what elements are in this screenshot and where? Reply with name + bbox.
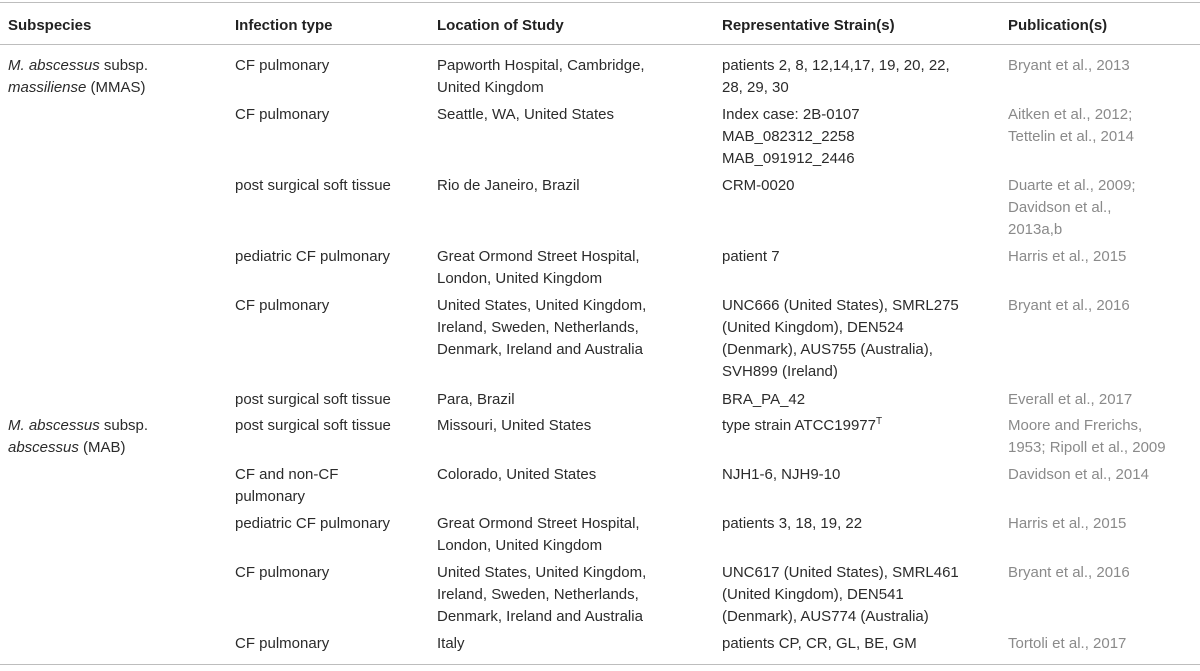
- publication-link[interactable]: Bryant et al., 2013: [1008, 57, 1130, 74]
- location-cell: United States, United Kingdom, Ireland, Sweden, Netherlands, Denmark, Ireland and Australia: [437, 564, 647, 625]
- publication-link[interactable]: Everall et al., 2017: [1008, 391, 1133, 408]
- infection-cell: pediatric CF pulmonary: [235, 515, 391, 532]
- location-cell: Para, Brazil: [437, 391, 515, 408]
- infection-cell: post surgical soft tissue: [235, 177, 391, 194]
- publication-link[interactable]: Tortoli et al., 2017: [1008, 635, 1127, 652]
- header-subspecies: Subspecies: [8, 17, 92, 34]
- publication-link[interactable]: Harris et al., 2015: [1008, 515, 1127, 532]
- location-cell: Great Ormond Street Hospital, London, United Kingdom: [437, 515, 640, 554]
- strains-cell: NJH1-6, NJH9-10: [722, 466, 841, 483]
- strains-cell: Index case: 2B-0107 MAB_082312_2258 MAB_091912_2446: [722, 106, 860, 167]
- infection-cell: post surgical soft tissue: [235, 391, 391, 408]
- subspecies-text: subsp.: [99, 417, 149, 434]
- location-cell: Great Ormond Street Hospital, London, United Kingdom: [437, 248, 640, 287]
- strains-cell: patients CP, CR, GL, BE, GM: [722, 635, 917, 652]
- publication-link[interactable]: Bryant et al., 2016: [1008, 297, 1130, 314]
- strains-cell: UNC617 (United States), SMRL461 (United Kingdom), DEN541 (Denmark), AUS774 (Australia): [722, 564, 959, 625]
- strains-cell: patients 3, 18, 19, 22: [722, 515, 863, 532]
- publication-link[interactable]: Harris et al., 2015: [1008, 248, 1127, 265]
- publication-link[interactable]: Moore and Frerichs, 1953; Ripoll et al., 2009: [1008, 417, 1166, 456]
- subspecies-genus: M. abscessus: [8, 57, 100, 74]
- location-cell: Missouri, United States: [437, 417, 592, 434]
- subspecies-cell-mmas: [8, 55, 148, 99]
- publication-link[interactable]: Davidson et al., 2014: [1008, 466, 1149, 483]
- infection-cell: CF pulmonary: [235, 297, 330, 314]
- strains-cell: patient 7: [722, 248, 780, 265]
- publication-link[interactable]: Bryant et al., 2016: [1008, 564, 1130, 581]
- infection-cell: CF pulmonary: [235, 564, 330, 581]
- publication-link[interactable]: Aitken et al., 2012; Tettelin et al., 2014: [1008, 106, 1134, 145]
- header-infection-type: Infection type: [235, 17, 333, 34]
- location-cell: Colorado, United States: [437, 466, 597, 483]
- strains-cell: [722, 415, 882, 437]
- infection-cell: CF pulmonary: [235, 635, 330, 652]
- subspecies-name: massiliense: [8, 79, 87, 96]
- header-publications: Publication(s): [1008, 17, 1108, 34]
- subspecies-text: subsp.: [99, 57, 149, 74]
- table-bottom-rule: [0, 664, 1200, 665]
- location-cell: Rio de Janeiro, Brazil: [437, 177, 580, 194]
- header-strains: Representative Strain(s): [722, 17, 895, 34]
- location-cell: United States, United Kingdom, Ireland, Sweden, Netherlands, Denmark, Ireland and Australia: [437, 297, 647, 358]
- strains-cell: BRA_PA_42: [722, 391, 806, 408]
- location-cell: Seattle, WA, United States: [437, 106, 615, 123]
- type-strain-superscript: T: [875, 416, 883, 427]
- publication-link[interactable]: Duarte et al., 2009; Davidson et al., 2013a,b: [1008, 177, 1136, 238]
- header-rule: [0, 44, 1200, 45]
- infection-cell: CF pulmonary: [235, 57, 330, 74]
- table-top-rule: [0, 2, 1200, 3]
- strains-cell: UNC666 (United States), SMRL275 (United Kingdom), DEN524 (Denmark), AUS755 (Australia), SVH899 (Ireland): [722, 297, 959, 380]
- subspecies-genus: M. abscessus: [8, 417, 100, 434]
- strains-cell: CRM-0020: [722, 177, 795, 194]
- infection-cell: CF and non-CF pulmonary: [235, 466, 339, 505]
- subspecies-cell-mab: [8, 415, 148, 459]
- header-location: Location of Study: [437, 17, 564, 34]
- location-cell: Papworth Hospital, Cambridge, United Kingdom: [437, 57, 645, 96]
- subspecies-abbrev: (MAB): [78, 439, 126, 456]
- infection-cell: post surgical soft tissue: [235, 417, 391, 434]
- location-cell: Italy: [437, 635, 465, 652]
- strains-cell: patients 2, 8, 12,14,17, 19, 20, 22, 28, 29, 30: [722, 57, 950, 96]
- infection-cell: pediatric CF pulmonary: [235, 248, 391, 265]
- subspecies-abbrev: (MMAS): [86, 79, 146, 96]
- infection-cell: CF pulmonary: [235, 106, 330, 123]
- subspecies-name: abscessus: [8, 439, 79, 456]
- strain-text: type strain ATCC19977: [722, 417, 876, 434]
